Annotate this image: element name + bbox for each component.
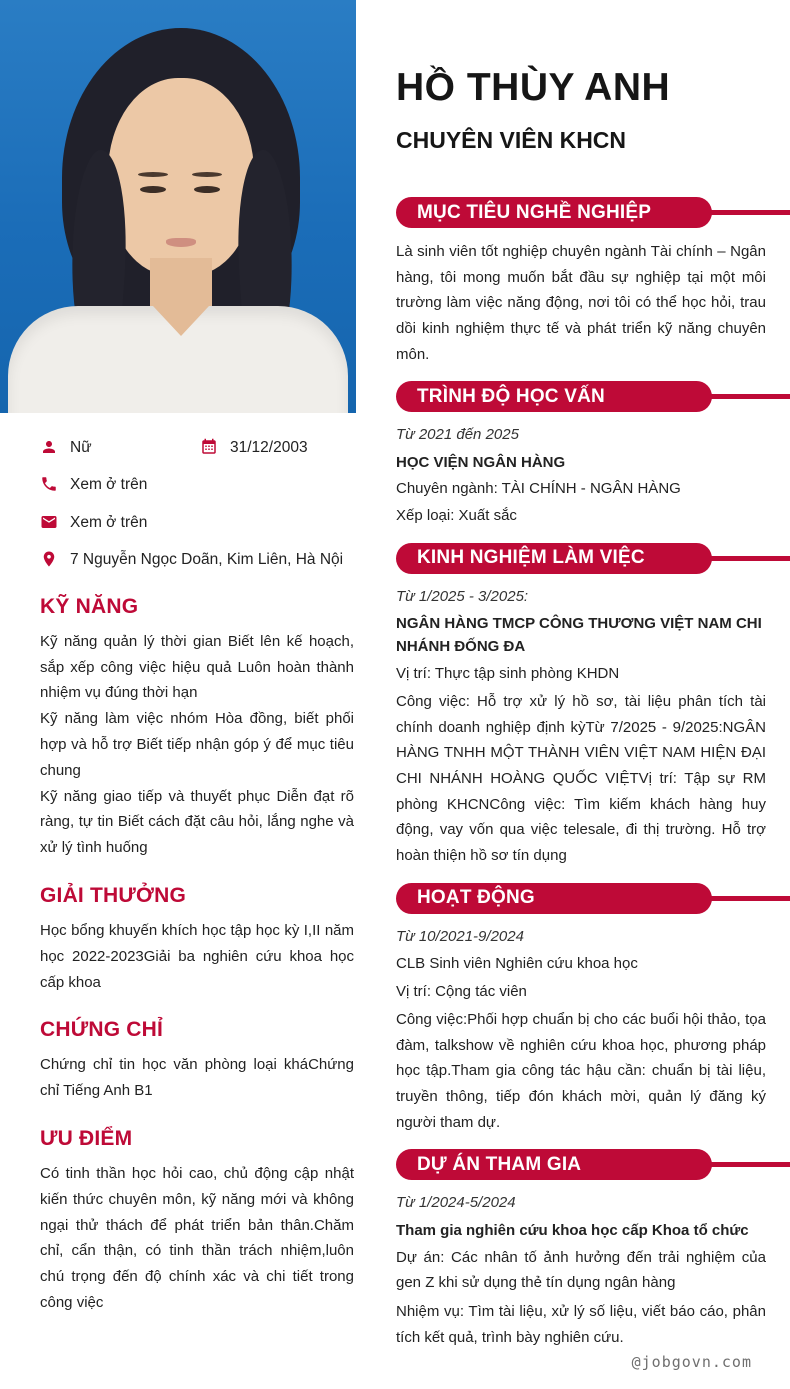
section-awards: [40, 884, 354, 995]
right-column: [396, 66, 766, 1364]
objective-text: Là sinh viên tốt nghiệp chuyên ngành Tài chính – Ngân hàng, tôi mong muốn bắt đầu sự nghiệp tại một môi trường làm việc năng động, nơi tôi có thể học hỏi, trau dồi kinh nghiệm thực tế và phát triển kỹ năng chuyên môn.: [396, 243, 766, 363]
email-value: Xem ở trên: [70, 513, 148, 531]
experience-description: Công việc: Hỗ trợ xử lý hồ sơ, tài liệu phân tích tài chính doanh nghiệp định kỳTừ 7/2025 - 9/2025:NGÂN HÀNG TNHH MỘT THÀNH VIÊN VIỆT NAM HIỆN ĐẠI CHI NHÁNH HOÀNG QUỐC VIỆTVị trí: Tập sự RM phòng KHCNCông việc: Tìm kiếm khách hàng huy động, vay vốn qua việc telesale, đi thị trường. Hỗ trợ hoàn thiện hồ sơ tín dụng: [396, 693, 766, 864]
contact-dob: [200, 437, 308, 459]
phone-value: Xem ở trên: [70, 476, 148, 494]
section-skills: [40, 595, 354, 861]
education-period: Từ 2021 đến 2025: [396, 426, 519, 444]
section-strengths: [40, 1127, 354, 1316]
left-column: [40, 437, 354, 1316]
education-school: HỌC VIỆN NGÂN HÀNG: [396, 453, 566, 471]
section-objective: [396, 197, 766, 367]
section-title: KỸ NĂNG: [40, 594, 139, 618]
watermark: @jobgovn.com: [631, 1353, 752, 1371]
contact-address: [40, 549, 354, 571]
project-period: Từ 1/2024-5/2024: [396, 1194, 516, 1212]
section-title: DỰ ÁN THAM GIA: [417, 1153, 582, 1175]
gender-value: Nữ: [70, 439, 92, 456]
contact-row-gender-dob: [40, 437, 354, 459]
strengths-paragraph: Có tinh thần học hỏi cao, chủ động cập nhật kiến thức chuyên môn, kỹ năng mới và không ngại thử thách để phát triển bản thân.Chăm chỉ, cẩn thận, có tinh thần trách nhiệm,luôn chú trọng đến độ chính xác và chi tiết trong công việc: [40, 1165, 354, 1312]
activity-description: Công việc:Phối hợp chuẩn bị cho các buổi hội thảo, tọa đàm, talkshow về nghiên cứu khoa học, phương pháp học tập.Tham gia công tác hậu cần: chuẩn bị tài liệu, truyền thông, tiếp đón khách mời, quản lý đăng ký người tham dự.: [396, 1010, 766, 1131]
candidate-name: HỒ THÙY ANH: [396, 66, 671, 109]
section-title: CHỨNG CHỈ: [40, 1018, 164, 1042]
ribbon-tail-line: [710, 556, 790, 561]
contact-phone: [40, 474, 354, 496]
ribbon-tail-line: [710, 210, 790, 215]
section-education: [396, 381, 766, 529]
contact-email: [40, 512, 354, 534]
section-projects: [396, 1149, 766, 1350]
photo-face-shape: [108, 78, 254, 276]
section-title: GIẢI THƯỞNG: [40, 884, 187, 908]
contact-gender: [40, 437, 200, 459]
section-ribbon: [396, 381, 712, 412]
skills-paragraph: Kỹ năng quản lý thời gian Biết lên kế hoạch, sắp xếp công việc hiệu quả Luôn hoàn thành nhiệm vụ đúng thời hạn: [40, 632, 354, 702]
ribbon-tail-line: [710, 394, 790, 399]
project-title: Tham gia nghiên cứu khoa học cấp Khoa tổ chức: [396, 1221, 749, 1239]
candidate-job-title: CHUYÊN VIÊN KHCN: [396, 127, 627, 153]
location-pin-icon: [40, 550, 58, 568]
section-ribbon: [396, 197, 712, 228]
project-tasks: Nhiệm vụ: Tìm tài liệu, xử lý số liệu, viết báo cáo, phân tích kết quả, trình bày nghiên cứu.: [396, 1303, 766, 1346]
education-rank: Xếp loại: Xuất sắc: [396, 507, 517, 525]
dob-value: 31/12/2003: [230, 439, 308, 456]
education-major: Chuyên ngành: TÀI CHÍNH - NGÂN HÀNG: [396, 479, 681, 497]
person-icon: [40, 438, 58, 456]
section-title: HOẠT ĐỘNG: [417, 887, 535, 909]
section-activities: [396, 883, 766, 1136]
section-ribbon: [396, 1149, 712, 1180]
activity-position: Vị trí: Cộng tác viên: [396, 982, 527, 1000]
section-experience: [396, 543, 766, 869]
profile-photo: [0, 0, 356, 413]
phone-icon: [40, 475, 58, 493]
section-title: KINH NGHIỆM LÀM VIỆC: [417, 547, 645, 569]
activity-period: Từ 10/2021-9/2024: [396, 927, 524, 945]
certificates-paragraph: Chứng chỉ tin học văn phòng loại kháChứng chỉ Tiếng Anh B1: [40, 1056, 354, 1100]
project-description: Dự án: Các nhân tố ảnh hưởng đến trải nghiệm của gen Z khi sử dụng thẻ tín dụng ngân hàng: [396, 1248, 766, 1292]
section-ribbon: [396, 543, 712, 574]
calendar-icon: [200, 438, 218, 456]
awards-paragraph: Học bổng khuyến khích học tập học kỳ I,II năm học 2022-2023Giải ba nghiên cứu khoa học cấp khoa: [40, 922, 354, 991]
experience-period: Từ 1/2025 - 3/2025:: [396, 587, 529, 605]
email-icon: [40, 513, 58, 531]
address-value: 7 Nguyễn Ngọc Doãn, Kim Liên, Hà Nội: [70, 551, 344, 569]
activity-organization: CLB Sinh viên Nghiên cứu khoa học: [396, 955, 638, 973]
skills-paragraph: Kỹ năng làm việc nhóm Hòa đồng, biết phối hợp và hỗ trợ Biết tiếp nhận góp ý để mục tiêu chung: [40, 710, 354, 779]
skills-paragraph: Kỹ năng giao tiếp và thuyết phục Diễn đạt rõ ràng, tự tin Biết cách đặt câu hỏi, lắng nghe và xử lý tình huống: [40, 787, 354, 857]
experience-position: Vị trí: Thực tập sinh phòng KHDN: [396, 664, 620, 682]
section-title: TRÌNH ĐỘ HỌC VẤN: [417, 385, 605, 407]
section-title: ƯU ĐIỂM: [40, 1127, 133, 1151]
ribbon-tail-line: [710, 1162, 790, 1167]
section-ribbon: [396, 883, 712, 914]
photo-collar-shape: [153, 306, 209, 336]
section-certificates: [40, 1018, 354, 1104]
experience-company: NGÂN HÀNG TMCP CÔNG THƯƠNG VIỆT NAM CHI NHÁNH ĐỐNG ĐA: [396, 615, 762, 656]
ribbon-tail-line: [710, 896, 790, 901]
section-title: MỤC TIÊU NGHỀ NGHIỆP: [417, 201, 652, 223]
